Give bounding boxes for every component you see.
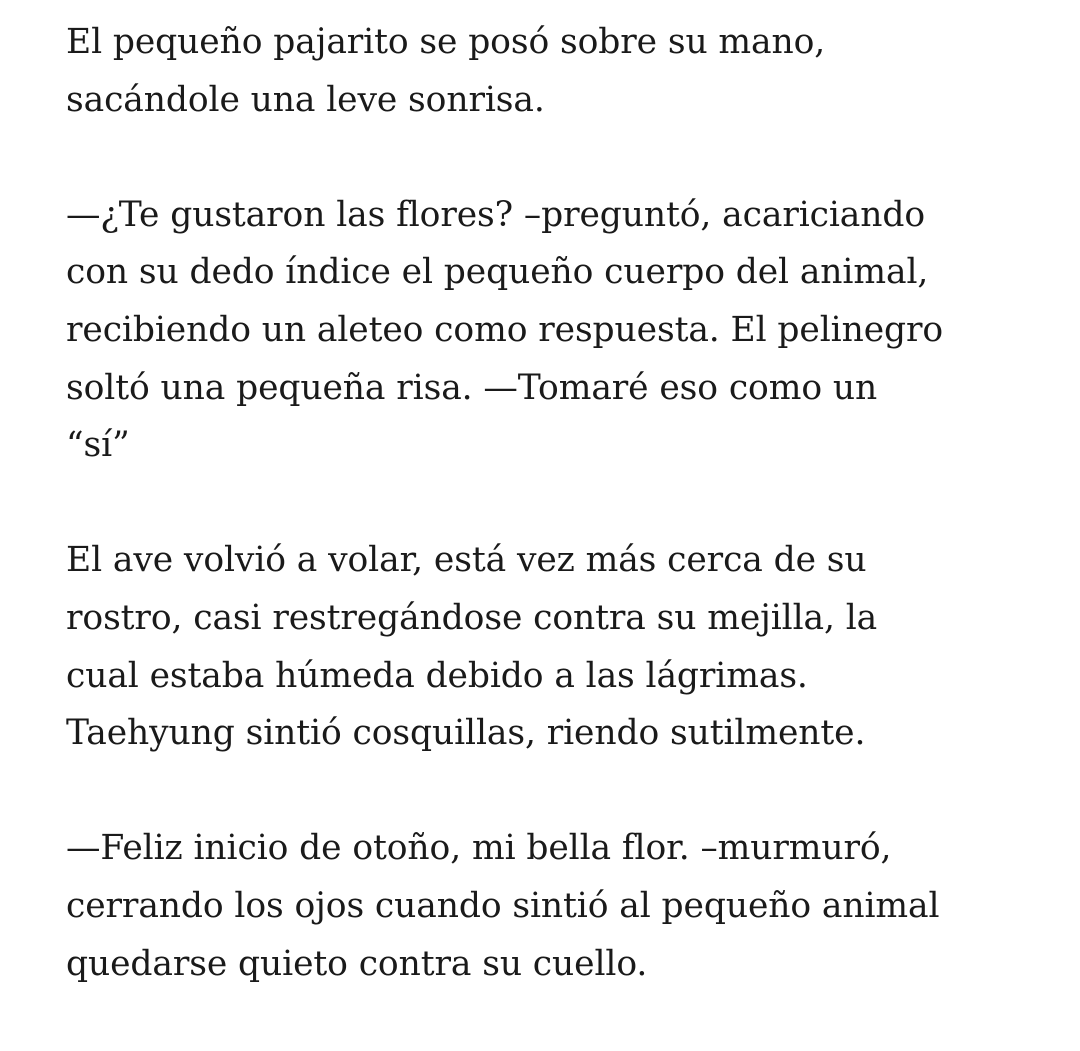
text-line: El pequeño pajarito se posó sobre su mano, xyxy=(66,22,826,62)
text-line: rostro, casi restregándose contra su mejilla, la xyxy=(66,597,878,638)
text-line: sacándole una leve sonrisa. xyxy=(66,79,545,120)
story-text xyxy=(66,14,1066,1051)
text-line: “sí” xyxy=(66,425,130,466)
text-line: cual estaba húmeda debido a las lágrimas. xyxy=(66,655,808,696)
text-line: con su dedo índice el pequeño cuerpo del animal, xyxy=(66,252,929,293)
text-line: quedarse quieto contra su cuello. xyxy=(66,943,648,984)
paragraph-2 xyxy=(66,187,1066,475)
text-line: recibiendo un aleteo como respuesta. El pelinegro xyxy=(66,309,944,350)
text-line: —¿Te gustaron las flores? –preguntó, acariciando xyxy=(66,194,926,235)
paragraph-3 xyxy=(66,532,1066,762)
text-line: —Feliz inicio de otoño, mi bella flor. –murmuró, xyxy=(66,828,892,869)
text-line: El ave volvió a volar, está vez más cerca de su xyxy=(66,540,867,581)
paragraph-4 xyxy=(66,820,1066,993)
text-line: soltó una pequeña risa. —Tomaré eso como un xyxy=(66,367,878,408)
text-line: cerrando los ojos cuando sintió al pequeño animal xyxy=(66,885,940,926)
text-line: Taehyung sintió cosquillas, riendo sutilmente. xyxy=(66,713,866,754)
paragraph-1 xyxy=(66,14,1066,129)
